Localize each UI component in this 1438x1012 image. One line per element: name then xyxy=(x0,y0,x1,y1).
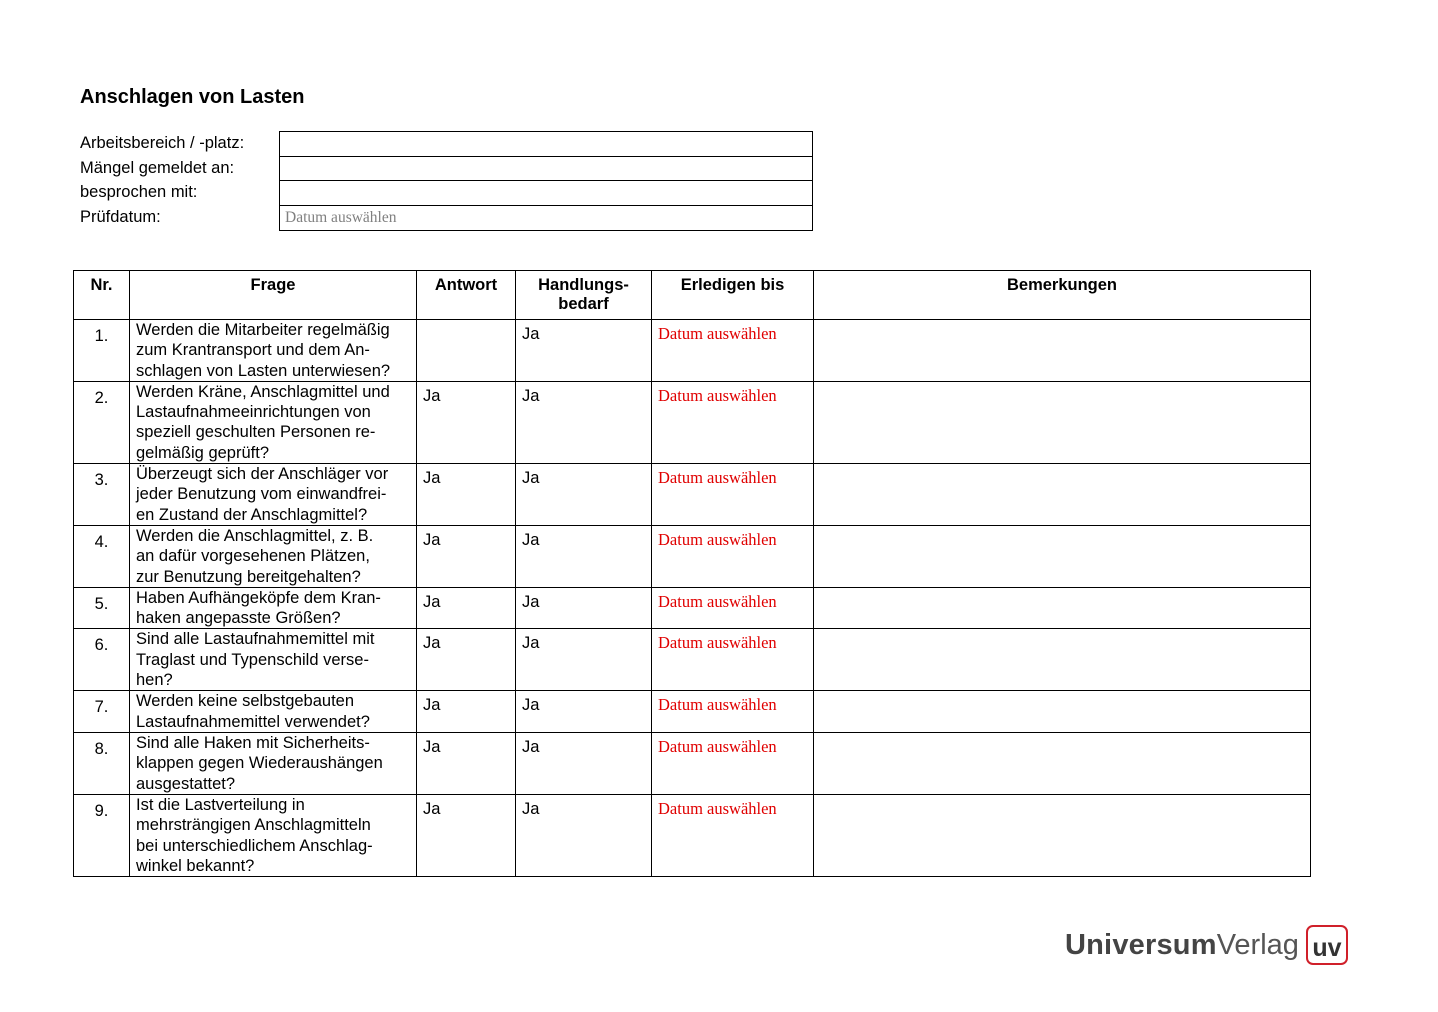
remarks-field[interactable] xyxy=(814,691,1311,733)
question-line: Überzeugt sich der Anschläger vor xyxy=(136,465,389,484)
question-line: ausgestattet? xyxy=(136,774,236,793)
row-number: 1. xyxy=(74,320,130,382)
due-date-picker[interactable]: Datum auswählen xyxy=(652,691,814,733)
question-line: Werden die Mitarbeiter regelmäßig xyxy=(136,321,390,339)
due-date-picker[interactable]: Datum auswählen xyxy=(652,464,814,526)
action-needed-dropdown[interactable]: Ja xyxy=(516,525,652,587)
due-date-picker[interactable]: Datum auswählen xyxy=(652,587,814,629)
answer-dropdown[interactable]: Ja xyxy=(417,733,516,795)
question-cell xyxy=(130,794,417,876)
answer-dropdown[interactable] xyxy=(417,320,516,382)
remarks-field[interactable] xyxy=(814,320,1311,382)
answer-dropdown[interactable]: Ja xyxy=(417,794,516,876)
question-cell xyxy=(130,629,417,691)
action-needed-dropdown[interactable]: Ja xyxy=(516,320,652,382)
due-date-picker[interactable]: Datum auswählen xyxy=(652,381,814,463)
remarks-field[interactable] xyxy=(814,464,1311,526)
meta-label-maengel: Mängel gemeldet an: xyxy=(80,158,235,177)
question-cell xyxy=(130,733,417,795)
row-number: 2. xyxy=(74,381,130,463)
row-number: 4. xyxy=(74,525,130,587)
pruefdatum-date-picker[interactable]: Datum auswählen xyxy=(285,208,397,226)
logo-mark-icon: uv xyxy=(1306,925,1348,965)
question-line: Werden die Anschlagmittel, z. B. xyxy=(136,526,374,545)
page-title: Anschlagen von Lasten xyxy=(80,86,305,108)
question-line: winkel bekannt? xyxy=(136,856,255,875)
question-line: Sind alle Haken mit Sicherheits- xyxy=(136,734,370,753)
arbeitsbereich-field[interactable] xyxy=(280,132,812,157)
action-needed-dropdown[interactable]: Ja xyxy=(516,691,652,733)
answer-dropdown[interactable]: Ja xyxy=(417,381,516,463)
table-row xyxy=(74,629,1311,691)
row-number: 8. xyxy=(74,733,130,795)
meta-label-arbeitsbereich: Arbeitsbereich / -platz: xyxy=(80,134,245,152)
question-line: haken angepasste Größen? xyxy=(136,609,341,628)
remarks-field[interactable] xyxy=(814,733,1311,795)
question-cell xyxy=(130,320,417,382)
besprochen-field[interactable] xyxy=(280,181,812,206)
row-number: 9. xyxy=(74,794,130,876)
table-row xyxy=(74,733,1311,795)
due-date-picker[interactable]: Datum auswählen xyxy=(652,733,814,795)
action-needed-dropdown[interactable]: Ja xyxy=(516,464,652,526)
question-line: Haben Aufhängeköpfe dem Kran- xyxy=(136,588,381,607)
logo-text-bold: Universum xyxy=(1065,928,1217,961)
header-frage: Frage xyxy=(130,271,417,320)
question-line: schlagen von Lasten unterwiesen? xyxy=(136,361,391,380)
header-antwort: Antwort xyxy=(417,271,516,320)
table-row xyxy=(74,794,1311,876)
table-row xyxy=(74,381,1311,463)
answer-dropdown[interactable]: Ja xyxy=(417,587,516,629)
header-handlungsbedarf xyxy=(516,271,652,320)
question-line: gelmäßig geprüft? xyxy=(136,443,269,462)
question-line: klappen gegen Wiederaushängen xyxy=(136,754,383,773)
meta-fields-box xyxy=(279,131,813,231)
answer-dropdown[interactable]: Ja xyxy=(417,691,516,733)
due-date-picker[interactable]: Datum auswählen xyxy=(652,794,814,876)
question-cell xyxy=(130,691,417,733)
question-line: Sind alle Lastaufnahmemittel mit xyxy=(136,630,375,649)
question-line: Lastaufnahmemittel verwendet? xyxy=(136,712,370,731)
question-cell xyxy=(130,525,417,587)
header-nr: Nr. xyxy=(74,271,130,320)
question-line: jeder Benutzung vom einwandfrei- xyxy=(136,485,387,504)
header-bemerkungen: Bemerkungen xyxy=(814,271,1311,320)
question-line: en Zustand der Anschlagmittel? xyxy=(136,505,368,524)
question-line: speziell geschulten Personen re- xyxy=(136,423,376,442)
table-row xyxy=(74,587,1311,629)
remarks-field[interactable] xyxy=(814,794,1311,876)
meta-label-pruefdatum: Prüfdatum: xyxy=(80,207,161,226)
action-needed-dropdown[interactable]: Ja xyxy=(516,794,652,876)
action-needed-dropdown[interactable]: Ja xyxy=(516,587,652,629)
question-line: hen? xyxy=(136,671,173,690)
remarks-field[interactable] xyxy=(814,525,1311,587)
action-needed-dropdown[interactable]: Ja xyxy=(516,381,652,463)
question-line: Werden Kräne, Anschlagmittel und xyxy=(136,382,390,401)
due-date-picker[interactable]: Datum auswählen xyxy=(652,525,814,587)
action-needed-dropdown[interactable]: Ja xyxy=(516,733,652,795)
question-cell xyxy=(130,464,417,526)
question-line: Ist die Lastverteilung in xyxy=(136,795,305,814)
question-line: mehrsträngigen Anschlagmitteln xyxy=(136,816,371,835)
row-number: 5. xyxy=(74,587,130,629)
table-header-row xyxy=(74,271,1311,320)
answer-dropdown[interactable]: Ja xyxy=(417,464,516,526)
question-line: Traglast und Typenschild verse- xyxy=(136,650,369,669)
maengel-field[interactable] xyxy=(280,157,812,182)
meta-labels xyxy=(80,131,280,229)
due-date-picker[interactable]: Datum auswählen xyxy=(652,629,814,691)
question-line: Werden keine selbstgebauten xyxy=(136,692,355,711)
checklist-table xyxy=(73,270,1311,877)
table-row xyxy=(74,691,1311,733)
meta-label-besprochen: besprochen mit: xyxy=(80,183,198,201)
pruefdatum-field[interactable] xyxy=(280,206,812,231)
question-line: an dafür vorgesehenen Plätzen, xyxy=(136,547,370,566)
row-number: 3. xyxy=(74,464,130,526)
question-line: zum Krantransport und dem An- xyxy=(136,341,370,360)
table-row xyxy=(74,464,1311,526)
question-line: zur Benutzung bereitgehalten? xyxy=(136,567,361,586)
remarks-field[interactable] xyxy=(814,629,1311,691)
question-cell xyxy=(130,381,417,463)
action-needed-dropdown[interactable]: Ja xyxy=(516,629,652,691)
table-row xyxy=(74,320,1311,382)
header-erledigen: Erledigen bis xyxy=(652,271,814,320)
answer-dropdown[interactable]: Ja xyxy=(417,525,516,587)
question-cell xyxy=(130,587,417,629)
publisher-logo xyxy=(1065,922,1348,968)
table-row xyxy=(74,525,1311,587)
remarks-field[interactable] xyxy=(814,587,1311,629)
row-number: 7. xyxy=(74,691,130,733)
header-handlungsbedarf-line1: Handlungs- xyxy=(538,276,629,294)
row-number: 6. xyxy=(74,629,130,691)
answer-dropdown[interactable]: Ja xyxy=(417,629,516,691)
due-date-picker[interactable]: Datum auswählen xyxy=(652,320,814,382)
question-line: bei unterschiedlichem Anschlag- xyxy=(136,836,373,855)
question-line: Lastaufnahmeeinrichtungen von xyxy=(136,403,371,422)
remarks-field[interactable] xyxy=(814,381,1311,463)
logo-text-light: Verlag xyxy=(1216,928,1299,961)
header-handlungsbedarf-line2: bedarf xyxy=(558,295,609,313)
